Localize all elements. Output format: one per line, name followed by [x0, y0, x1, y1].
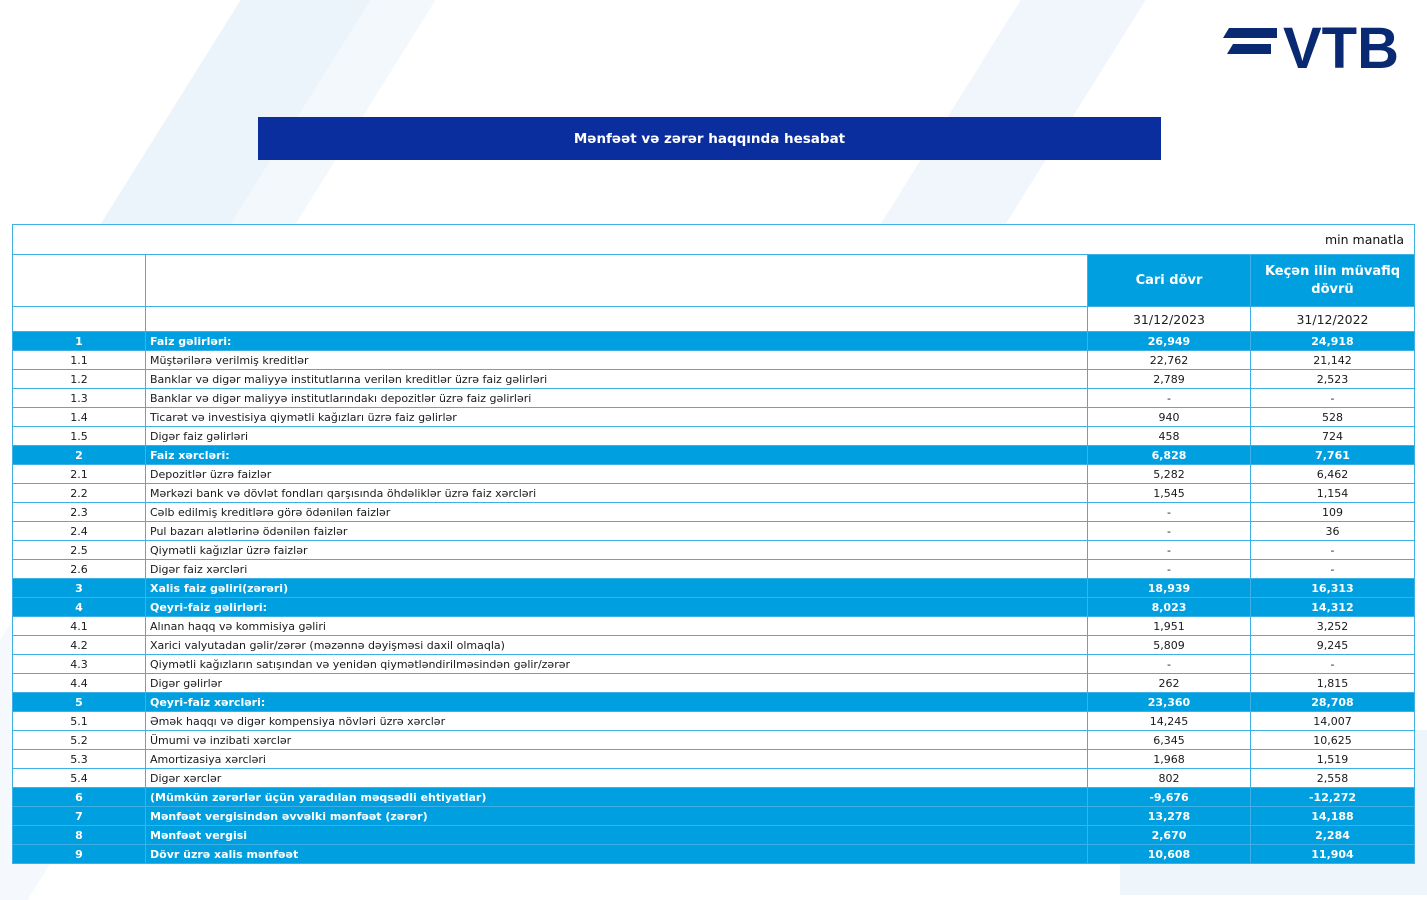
- date-current: 31/12/2023: [1088, 307, 1251, 332]
- row-previous-value-cell: 21,142: [1251, 351, 1415, 370]
- row-number-cell: 8: [13, 826, 146, 845]
- row-previous-value-cell: 28,708: [1251, 693, 1415, 712]
- row-number-cell: 2.6: [13, 560, 146, 579]
- row-previous-value-cell: 3,252: [1251, 617, 1415, 636]
- profit-loss-table: [12, 224, 1415, 864]
- row-previous-value-cell: 1,815: [1251, 674, 1415, 693]
- row-current-value-cell: 10,608: [1088, 845, 1251, 864]
- row-current-value-cell: 1,968: [1088, 750, 1251, 769]
- row-previous-value-cell: 14,312: [1251, 598, 1415, 617]
- row-number-cell: 1.1: [13, 351, 146, 370]
- row-current-value-cell: -: [1088, 560, 1251, 579]
- table-row: [13, 674, 1415, 693]
- row-number-cell: 1: [13, 332, 146, 351]
- row-label-cell: Qeyri-faiz xərcləri:: [146, 693, 1088, 712]
- table-row: [13, 503, 1415, 522]
- row-number-cell: 2: [13, 446, 146, 465]
- row-number-cell: 4.4: [13, 674, 146, 693]
- row-current-value-cell: 6,828: [1088, 446, 1251, 465]
- row-current-value-cell: 13,278: [1088, 807, 1251, 826]
- table-row: [13, 636, 1415, 655]
- row-previous-value-cell: 7,761: [1251, 446, 1415, 465]
- row-previous-value-cell: 724: [1251, 427, 1415, 446]
- row-label-cell: Banklar və digər maliyyə institutlarındakı depozitlər üzrə faiz gəlirləri: [146, 389, 1088, 408]
- row-label-cell: Faiz gəlirləri:: [146, 332, 1088, 351]
- date-blank-description-cell: [146, 307, 1088, 332]
- table-row: [13, 750, 1415, 769]
- row-label-cell: Digər faiz xərcləri: [146, 560, 1088, 579]
- row-label-cell: Banklar və digər maliyyə institutlarına verilən kreditlər üzrə faiz gəlirləri: [146, 370, 1088, 389]
- table-row: [13, 693, 1415, 712]
- row-current-value-cell: -: [1088, 389, 1251, 408]
- row-current-value-cell: 458: [1088, 427, 1251, 446]
- table-row: [13, 408, 1415, 427]
- row-label-cell: Digər faiz gəlirləri: [146, 427, 1088, 446]
- row-label-cell: Faiz xərcləri:: [146, 446, 1088, 465]
- row-label-cell: Depozitlər üzrə faizlər: [146, 465, 1088, 484]
- table-row: [13, 427, 1415, 446]
- row-previous-value-cell: -: [1251, 541, 1415, 560]
- table-row: [13, 579, 1415, 598]
- row-label-cell: Qeyri-faiz gəlirləri:: [146, 598, 1088, 617]
- row-current-value-cell: 5,282: [1088, 465, 1251, 484]
- row-previous-value-cell: 24,918: [1251, 332, 1415, 351]
- row-number-cell: 1.4: [13, 408, 146, 427]
- row-label-cell: Qiymətli kağızların satışından və yenidən qiymətləndirilməsindən gəlir/zərər: [146, 655, 1088, 674]
- vtb-stripes-icon: [1219, 26, 1277, 62]
- row-label-cell: Mənfəət vergisi: [146, 826, 1088, 845]
- table-row: [13, 731, 1415, 750]
- row-current-value-cell: 6,345: [1088, 731, 1251, 750]
- vtb-logo: [1219, 16, 1399, 81]
- row-number-cell: 5.4: [13, 769, 146, 788]
- header-description-cell: [146, 255, 1088, 307]
- unit-row: [13, 225, 1415, 255]
- column-header-previous: Keçən ilin müvafiq dövrü: [1251, 255, 1415, 307]
- row-number-cell: 2.5: [13, 541, 146, 560]
- row-label-cell: Xarici valyutadan gəlir/zərər (məzənnə dəyişməsi daxil olmaqla): [146, 636, 1088, 655]
- row-current-value-cell: -9,676: [1088, 788, 1251, 807]
- row-previous-value-cell: 1,519: [1251, 750, 1415, 769]
- row-label-cell: Ümumi və inzibati xərclər: [146, 731, 1088, 750]
- row-current-value-cell: 2,670: [1088, 826, 1251, 845]
- row-previous-value-cell: 11,904: [1251, 845, 1415, 864]
- row-previous-value-cell: 9,245: [1251, 636, 1415, 655]
- row-current-value-cell: 5,809: [1088, 636, 1251, 655]
- table-row: [13, 522, 1415, 541]
- row-previous-value-cell: -12,272: [1251, 788, 1415, 807]
- table-row: [13, 598, 1415, 617]
- row-number-cell: 1.3: [13, 389, 146, 408]
- column-header-row: [13, 255, 1415, 307]
- row-label-cell: Digər xərclər: [146, 769, 1088, 788]
- table-row: [13, 769, 1415, 788]
- table-row: [13, 845, 1415, 864]
- row-previous-value-cell: 14,007: [1251, 712, 1415, 731]
- row-number-cell: 3: [13, 579, 146, 598]
- table-row: [13, 446, 1415, 465]
- profit-loss-table-container: [12, 224, 1415, 864]
- date-blank-number-cell: [13, 307, 146, 332]
- row-current-value-cell: 23,360: [1088, 693, 1251, 712]
- row-previous-value-cell: -: [1251, 655, 1415, 674]
- row-current-value-cell: 1,951: [1088, 617, 1251, 636]
- table-row: [13, 351, 1415, 370]
- row-number-cell: 2.4: [13, 522, 146, 541]
- table-row: [13, 389, 1415, 408]
- row-current-value-cell: 18,939: [1088, 579, 1251, 598]
- row-label-cell: Cəlb edilmiş kreditlərə görə ödənilən faizlər: [146, 503, 1088, 522]
- row-current-value-cell: 802: [1088, 769, 1251, 788]
- row-current-value-cell: -: [1088, 655, 1251, 674]
- row-number-cell: 5.1: [13, 712, 146, 731]
- row-number-cell: 2.2: [13, 484, 146, 503]
- row-previous-value-cell: 2,523: [1251, 370, 1415, 389]
- row-label-cell: Əmək haqqı və digər kompensiya növləri üzrə xərclər: [146, 712, 1088, 731]
- vtb-logo-text: VTB: [1283, 16, 1399, 81]
- table-row: [13, 484, 1415, 503]
- row-label-cell: Dövr üzrə xalis mənfəət: [146, 845, 1088, 864]
- row-previous-value-cell: 36: [1251, 522, 1415, 541]
- row-current-value-cell: 8,023: [1088, 598, 1251, 617]
- row-number-cell: 4.1: [13, 617, 146, 636]
- row-label-cell: Alınan haqq və kommisiya gəliri: [146, 617, 1088, 636]
- row-current-value-cell: 2,789: [1088, 370, 1251, 389]
- date-previous: 31/12/2022: [1251, 307, 1415, 332]
- table-row: [13, 655, 1415, 674]
- column-header-current: Cari dövr: [1088, 255, 1251, 307]
- table-row: [13, 807, 1415, 826]
- row-number-cell: 5: [13, 693, 146, 712]
- row-number-cell: 1.2: [13, 370, 146, 389]
- row-label-cell: Pul bazarı alətlərinə ödənilən faizlər: [146, 522, 1088, 541]
- row-previous-value-cell: 10,625: [1251, 731, 1415, 750]
- row-current-value-cell: 1,545: [1088, 484, 1251, 503]
- row-number-cell: 1.5: [13, 427, 146, 446]
- row-number-cell: 4.2: [13, 636, 146, 655]
- row-previous-value-cell: 2,284: [1251, 826, 1415, 845]
- row-label-cell: Digər gəlirlər: [146, 674, 1088, 693]
- row-current-value-cell: 14,245: [1088, 712, 1251, 731]
- row-label-cell: Müştərilərə verilmiş kreditlər: [146, 351, 1088, 370]
- unit-label: min manatla: [13, 225, 1415, 255]
- row-previous-value-cell: 109: [1251, 503, 1415, 522]
- report-title: Mənfəət və zərər haqqında hesabat: [573, 130, 846, 147]
- table-row: [13, 788, 1415, 807]
- row-label-cell: Xalis faiz gəliri(zərəri): [146, 579, 1088, 598]
- row-previous-value-cell: 528: [1251, 408, 1415, 427]
- table-body: [13, 332, 1415, 864]
- row-number-cell: 4.3: [13, 655, 146, 674]
- row-number-cell: 2.1: [13, 465, 146, 484]
- row-number-cell: 4: [13, 598, 146, 617]
- row-current-value-cell: 940: [1088, 408, 1251, 427]
- row-number-cell: 6: [13, 788, 146, 807]
- table-row: [13, 370, 1415, 389]
- row-previous-value-cell: 6,462: [1251, 465, 1415, 484]
- row-previous-value-cell: 14,188: [1251, 807, 1415, 826]
- row-number-cell: 7: [13, 807, 146, 826]
- row-label-cell: Mənfəət vergisindən əvvəlki mənfəət (zərər): [146, 807, 1088, 826]
- row-previous-value-cell: -: [1251, 560, 1415, 579]
- table-row: [13, 826, 1415, 845]
- header-number-cell: [13, 255, 146, 307]
- table-row: [13, 541, 1415, 560]
- row-current-value-cell: 22,762: [1088, 351, 1251, 370]
- row-label-cell: Ticarət və investisiya qiymətli kağızları üzrə faiz gəlirlər: [146, 408, 1088, 427]
- row-current-value-cell: -: [1088, 503, 1251, 522]
- row-number-cell: 5.3: [13, 750, 146, 769]
- row-label-cell: Amortizasiya xərcləri: [146, 750, 1088, 769]
- row-label-cell: (Mümkün zərərlər üçün yaradılan məqsədli ehtiyatlar): [146, 788, 1088, 807]
- row-previous-value-cell: 2,558: [1251, 769, 1415, 788]
- row-current-value-cell: -: [1088, 522, 1251, 541]
- table-row: [13, 560, 1415, 579]
- date-row: [13, 307, 1415, 332]
- row-current-value-cell: 26,949: [1088, 332, 1251, 351]
- table-row: [13, 332, 1415, 351]
- table-row: [13, 465, 1415, 484]
- row-number-cell: 5.2: [13, 731, 146, 750]
- row-label-cell: Qiymətli kağızlar üzrə faizlər: [146, 541, 1088, 560]
- row-previous-value-cell: 16,313: [1251, 579, 1415, 598]
- table-row: [13, 617, 1415, 636]
- report-title-banner: [258, 117, 1161, 160]
- row-label-cell: Mərkəzi bank və dövlət fondları qarşısında öhdəliklər üzrə faiz xərcləri: [146, 484, 1088, 503]
- row-number-cell: 9: [13, 845, 146, 864]
- row-number-cell: 2.3: [13, 503, 146, 522]
- row-current-value-cell: 262: [1088, 674, 1251, 693]
- row-current-value-cell: -: [1088, 541, 1251, 560]
- row-previous-value-cell: -: [1251, 389, 1415, 408]
- table-row: [13, 712, 1415, 731]
- row-previous-value-cell: 1,154: [1251, 484, 1415, 503]
